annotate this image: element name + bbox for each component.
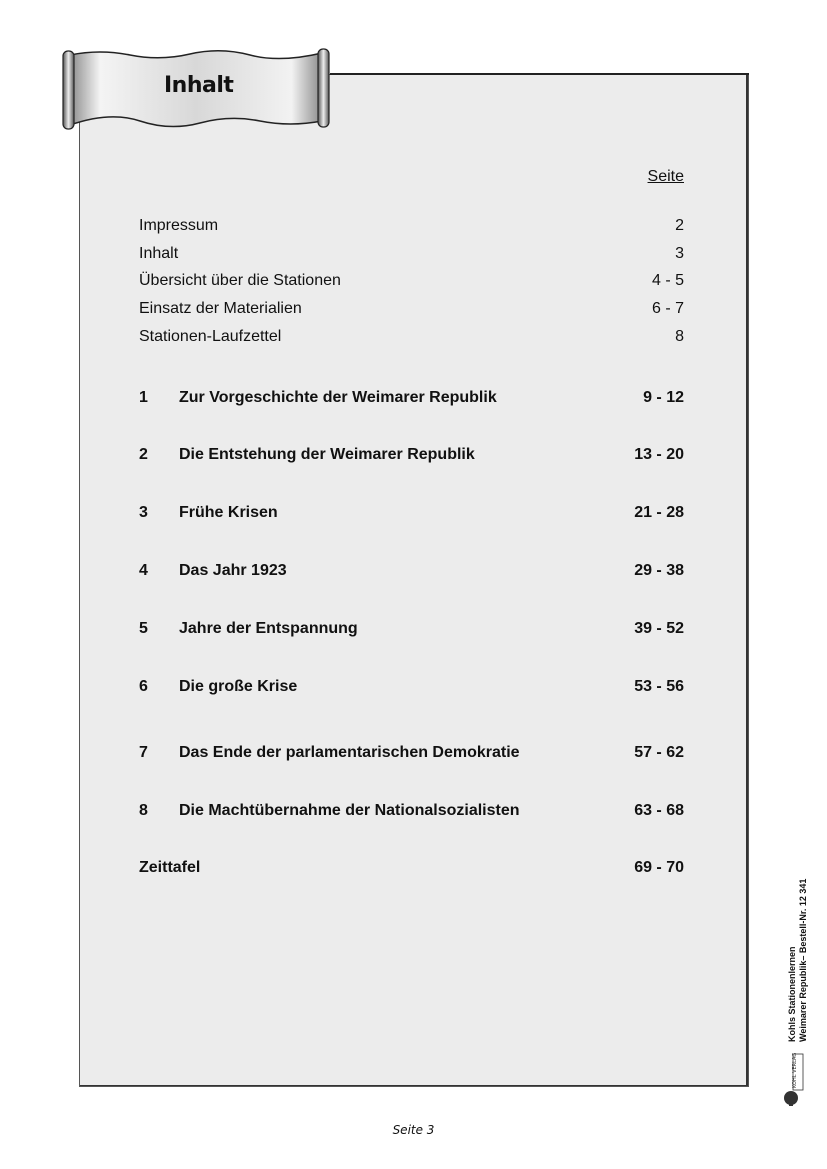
toc-entry-pages: 6 - 7: [651, 300, 684, 317]
chapter-title: Die Machtübernahme der Nationalsozialisten: [179, 802, 520, 819]
chapter-number: 8: [139, 802, 148, 819]
chapter-title: Die Entstehung der Weimarer Republik: [179, 446, 475, 463]
chapter-title: Das Ende der parlamentarischen Demokratie: [179, 744, 520, 761]
chapter-number: 3: [139, 504, 148, 521]
chapter-number: 6: [139, 678, 148, 695]
appendix-pages: 69 - 70: [634, 859, 684, 876]
toc-entry-label: Impressum: [139, 217, 219, 234]
chapter-pages: 57 - 62: [634, 744, 684, 761]
chapter-pages: 21 - 28: [634, 504, 684, 521]
chapter-pages: 29 - 38: [634, 562, 684, 579]
chapter-title: Zur Vorgeschichte der Weimarer Republik: [179, 389, 497, 406]
chapter-title: Das Jahr 1923: [179, 562, 287, 579]
chapter-pages: 39 - 52: [634, 620, 684, 637]
chapter-number: 7: [139, 744, 148, 761]
chapter-number: 2: [139, 446, 148, 463]
toc-entry-pages: 3: [675, 245, 684, 262]
toc-entry-label: Stationen-Laufzettel: [139, 328, 282, 345]
appendix-label: Zeittafel: [139, 859, 201, 876]
chapter-title: Frühe Krisen: [179, 504, 278, 521]
toc-entry-label: Einsatz der Materialien: [139, 300, 302, 317]
panel-top-border: [330, 73, 749, 75]
toc-entry-label: Inhalt: [139, 245, 179, 262]
chapter-number: 4: [139, 562, 148, 579]
toc-entry-pages: 2: [675, 217, 684, 234]
logo-text: KOHL VERLAG: [792, 1052, 798, 1088]
toc-entry-pages: 4 - 5: [651, 272, 684, 289]
chapter-pages: 53 - 56: [634, 678, 684, 695]
publisher-logo-icon: [781, 1052, 811, 1108]
publisher-info: [787, 879, 809, 1042]
chapter-pages: 63 - 68: [634, 802, 684, 819]
chapter-pages: 13 - 20: [634, 446, 684, 463]
publisher-series: Kohls Stationenlernen: [787, 946, 797, 1042]
page-title: Inhalt: [164, 73, 234, 98]
toc-entry-pages: 8: [675, 328, 684, 345]
page-footer: Seite 3: [392, 1123, 435, 1137]
chapter-title: Jahre der Entspannung: [179, 620, 358, 637]
chapter-pages: 9 - 12: [643, 389, 684, 406]
page-column-header: Seite: [647, 168, 684, 185]
chapter-number: 1: [139, 389, 148, 406]
toc-entry-label: Übersicht über die Stationen: [139, 272, 341, 289]
publisher-order-number: Weimarer Republik– Bestell-Nr. 12 341: [798, 878, 808, 1042]
title-scroll-banner: [60, 47, 332, 131]
publisher-sidebar: [760, 860, 820, 1050]
chapter-number: 5: [139, 620, 148, 637]
chapter-title: Die große Krise: [179, 678, 298, 695]
